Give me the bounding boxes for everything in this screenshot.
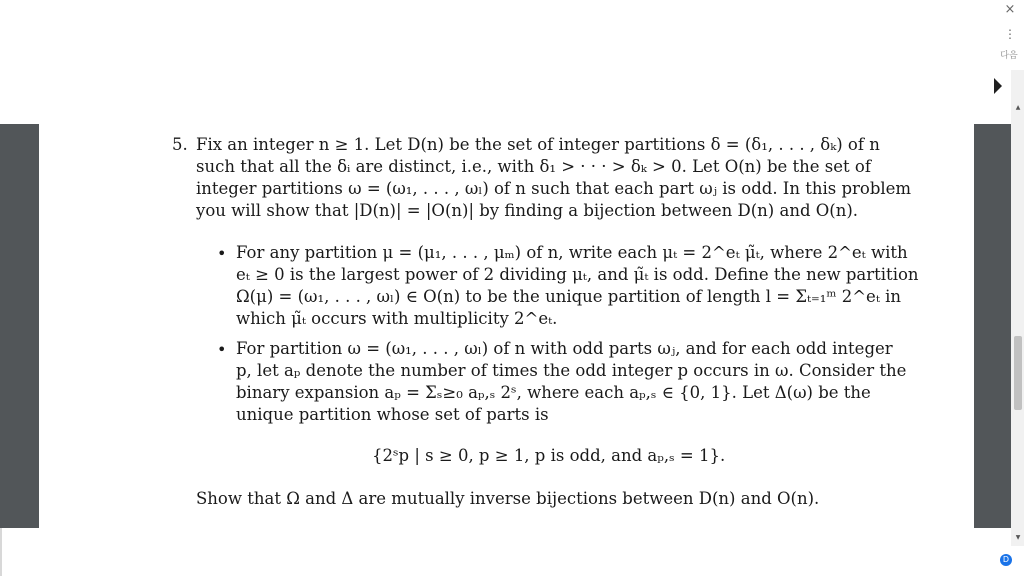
scroll-down-arrow-icon[interactable]: ▼	[1015, 534, 1021, 541]
conclusion-sentence: Show that Ω and Δ are mutually inverse bijections between D(n) and O(n).	[196, 489, 820, 508]
problem-line: such that all the δᵢ are distinct, i.e., with δ₁ > · · · > δₖ > 0. Let O(n) be the set of	[196, 157, 871, 176]
more-options-icon[interactable]: ⋮	[1004, 27, 1016, 41]
bullet-line: eₜ ≥ 0 is the largest power of 2 dividing μₜ, and μ̃ₜ is odd. Define the new partition	[236, 265, 919, 284]
left-gutter	[0, 124, 39, 528]
bullet-marker: •	[217, 340, 227, 359]
bullet-line: For any partition μ = (μ₁, . . . , μₘ) of n, write each μₜ = 2^eₜ μ̃ₜ, where 2^eₜ with	[236, 243, 908, 262]
bottom-left-divider	[0, 528, 2, 576]
set-display-equation: {2ˢp | s ≥ 0, p ≥ 1, p is odd, and aₚ,ₛ = 1}.	[372, 446, 726, 465]
bottom-strip	[0, 528, 1024, 576]
problem-number: 5.	[172, 135, 188, 154]
bullet-line: p, let aₚ denote the number of times the odd integer p occurs in ω. Consider the	[236, 361, 907, 380]
bullet-line: binary expansion aₚ = Σₛ≥₀ aₚ,ₛ 2ˢ, where each aₚ,ₛ ∈ {0, 1}. Let Δ(ω) be the	[236, 383, 871, 402]
extension-badge-icon[interactable]: D	[1000, 554, 1012, 566]
collapse-arrow-icon[interactable]	[994, 78, 1002, 94]
top-bar	[0, 0, 1024, 124]
next-button[interactable]: 다음	[1000, 51, 1018, 61]
bullet-line: For partition ω = (ω₁, . . . , ωₗ) of n with odd parts ωⱼ, and for each odd integer	[236, 339, 893, 358]
problem-line: Fix an integer n ≥ 1. Let D(n) be the set of integer partitions δ = (δ₁, . . . , δₖ) of n	[196, 135, 880, 154]
bullet-line: Ω(μ) = (ω₁, . . . , ωₗ) ∈ O(n) to be the unique partition of length l = Σₜ₌₁ᵐ 2^eₜ in	[236, 287, 902, 306]
problem-line: you will show that |D(n)| = |O(n)| by finding a bijection between D(n) and O(n).	[196, 201, 859, 220]
close-icon[interactable]: ×	[1004, 2, 1016, 17]
scroll-up-arrow-icon[interactable]: ▲	[1015, 104, 1021, 111]
bullet-line: unique partition whose set of parts is	[236, 405, 549, 424]
problem-line: integer partitions ω = (ω₁, . . . , ωₗ) of n such that each part ωⱼ is odd. In this problem	[196, 179, 912, 198]
right-gutter	[974, 124, 1011, 528]
bullet-line: which μ̃ₜ occurs with multiplicity 2^eₜ.	[236, 309, 558, 328]
scrollbar-track[interactable]	[1011, 70, 1024, 546]
bullet-marker: •	[217, 244, 227, 263]
scrollbar-thumb[interactable]	[1014, 336, 1022, 410]
